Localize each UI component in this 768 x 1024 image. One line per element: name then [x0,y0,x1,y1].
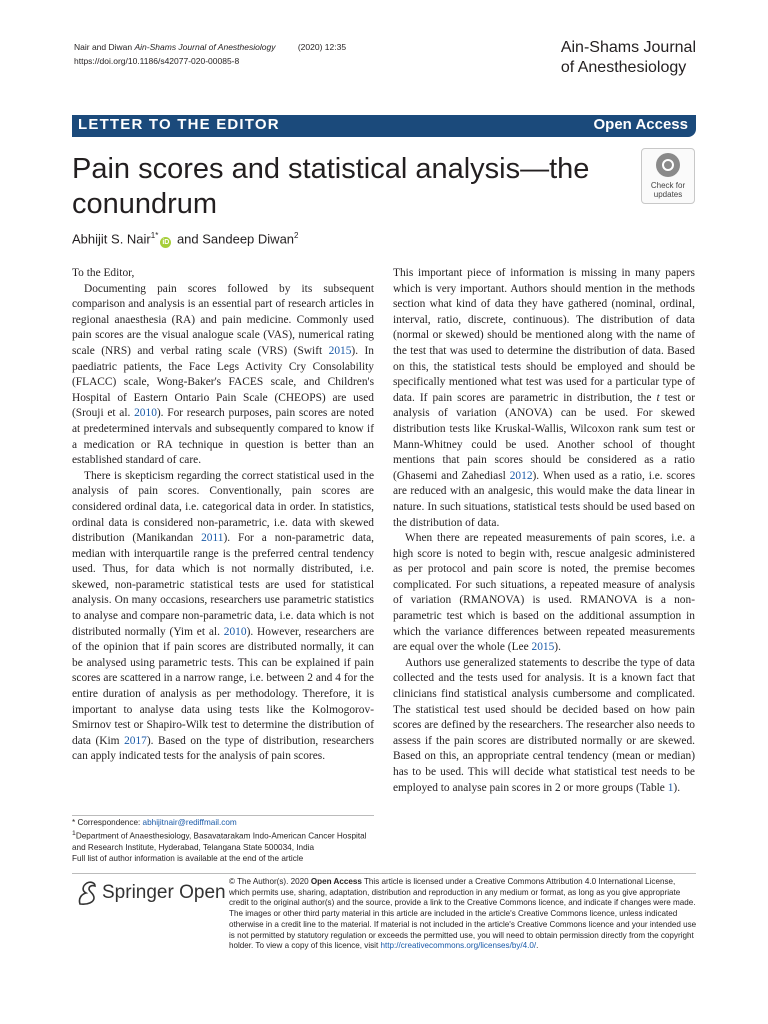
open-access-label: Open Access [593,116,688,133]
paragraph: This important piece of information is missing in many papers which is very important. Authors should mention in the methods section what kind of data they have gathered (nominal, ordinal, interval, ratio, discrete, continuous). The distribution of data (normal or skewed) should be mentioned along with the name of the test that was used to determine the distribution of data. Based on this, the statistical tests should be employed and should be specifically mentioned what test was used for a particular type of data. If pain scores are parametric in distribution, the t test or analysis of variation (ANOVA) can be used. For skewed distribution tests like Kruskal-Wallis, Wilcoxon rank sum test or Mann-Whitney could be used. Another school of thought mentions that pain scores should be considered as a ratio (Ghasemi and Zahediasl 2012). When used as a ratio, i.e. scores are reduced with an analgesic, this would make the data linear in nature. In such situations, statistical tests should be used based on the distribution of data. [393,267,696,529]
table-link[interactable]: 1 [667,781,674,794]
author-affiliation-marker: 1* [150,231,159,240]
paragraph: When there are repeated measurements of pain scores, i.e. a high score is noted to begin with, rescue analgesic administered as per protocol and pain score is noted, the premise becomes complicated. For such situations, a repeated measure of analysis of variation (RMANOVA) is used. RMANOVA is a non-parametric test which is based on the additional assumption in which the variance differences between repeated measurements are equal over the whole (Lee 2015). [393,532,695,654]
affiliation-marker: 1 [72,830,76,837]
check-for-updates-badge[interactable] [641,148,695,204]
license-link[interactable]: http://creativecommons.org/licenses/by/4.0/ [380,941,537,951]
body-column-right [393,266,695,796]
body-column-left [72,266,374,765]
journal-name-line1: Ain-Shams Journal [560,39,696,56]
license-text: © The Author(s). 2020 Open Access This article is licensed under a Creative Commons Attribution 4.0 International License, which permits use, sharing, adaptation, distribution and reproduction in any medium or format, as long as you give appropriate credit to the original author(s) and the source, provide a link to the Creative Commons licence, and indicate if changes were made. The images or other third party material in this article are included in the article's Creative Commons licence, unless indicated otherwise in a credit line to the material. If material is not included in the article's Creative Commons licence and your intended use is not permitted by statutory regulation or exceeds the permitted use, you will need to obtain permission directly from the copyright holder. To view a copy of this licence, visit http://creativecommons.org/licenses/by/4.0/. [229,877,697,951]
author-name: Abhijit S. Nair [72,231,151,247]
paragraph: There is skepticism regarding the correct statistical used in the analysis of pain scores. Conventionally, pain scores are considered ordinal data, i.e. categorical data in order. In statistics, ordinal data is considered non-parametric, i.e. data with skewed distribution (Manikandan 2011). For a non-parametric data, median with interquartile range is the preferred central tendency used. Thus, for data which is not normally distributed, i.e. skewed, non-parametric statistical tests are used for statistical analysis. On many occasions, researchers use parametric statistics to analyse and compare non-parametric data, i.e. data which is not distributed normally (Yim et al. 2010). However, researchers are of the opinion that if pain scores are distributed normally, it can be analysed using parametric tests. This can be explained if pain scores are scattered in a narrow range, i.e. between 2 and 4 for the entire duration of analysis as per methodology. Therefore, it is important to analyse data using tests like the Kolmogorov-Smirnov test or Shapiro-Wilk test to determine the distribution of data (Kim 2017). Based on the type of distribution, researchers can apply indicated tests for the analysis of pain scores. [72,469,374,763]
author-list [72,231,298,248]
orcid-icon[interactable]: iD [162,239,170,247]
citation-link[interactable]: 2015 [531,641,555,654]
running-volume: (2020) 12:35 [297,42,347,52]
badge-line1: Check for [650,181,686,190]
author-info-note: Full list of author information is available at the end of the article [72,853,304,863]
running-header [74,40,346,68]
citation-link[interactable]: 2010 [134,407,157,420]
citation-line [74,40,346,54]
paragraph: Documenting pain scores followed by its subsequent comparison and analysis is an essential part of research articles in regional anaesthesia (RA) and pain medicine. Commonly used pain scores are the visual analogue scale (VAS), numerical rating scale (NRS) and verbal rating scale (VRS) (Swift 2015). In paediatric patients, the Face Legs Activity Cry Consolability (FLACC) scale, Wong-Baker's FACES scale, and Children's Hospital of Eastern Ontario Pain Scale (CHEOPS) are used (Srouji et al. 2010). For research purposes, pain scores are noted at predetermined intervals and subsequently compared to know if a medication or RA technique in question is better than an established standard of care. [72,282,374,467]
author-joiner: and Sandeep Diwan [176,231,295,247]
springer-open-logo [76,878,226,908]
publisher-name: Springer [102,882,174,903]
citation-link[interactable]: 2015 [328,344,352,357]
running-authors: Nair and Diwan [74,42,133,52]
citation-link[interactable]: 2012 [509,469,533,482]
author-affiliation-marker: 2 [294,231,299,240]
salutation: To the Editor, [72,267,135,279]
journal-name [561,38,696,78]
article-type-banner [72,115,696,137]
paragraph: Authors use generalized statements to describe the type of data collected and the tests used for analysis. It is a known fact that clinicians find statistical analysis cumbersome and complicated. The statistical test used should be decided based on how pain scores are defined by the researchers. The researcher also needs to assess if the pain scores are distributed normally or are skewed. Based on this, an appropriate central tendency (mean or median) has to be used. This will decide what statistical test needs to be employed to analyse pain scores in 2 or more groups (Table 1). [393,656,695,794]
correspondence-label: * Correspondence: [72,818,143,827]
doi-link[interactable]: https://doi.org/10.1186/s42077-020-00085-8 [74,56,240,66]
article-type-label: LETTER TO THE EDITOR [78,116,280,133]
license-divider [72,873,696,874]
badge-line2: updates [653,190,683,199]
citation-link[interactable]: 2017 [124,734,147,747]
publisher-open: Open [179,882,226,903]
springer-horse-icon [76,880,98,906]
footnote-divider [72,815,374,816]
correspondence-email[interactable]: abhijitnair@rediffmail.com [142,818,237,827]
citation-link[interactable]: 2010 [223,625,247,638]
journal-name-line2: of Anesthesiology [560,59,687,76]
affiliation-text: Department of Anaesthesiology, Basavatarakam Indo-American Cancer Hospital and Research Institute, Hyderabad, Telangana State 500034, India [72,831,367,852]
citation-link[interactable]: 2011 [201,532,224,545]
footnote [72,817,374,864]
running-journal: Ain-Shams Journal of Anesthesiology [134,42,276,52]
article-title: Pain scores and statistical analysis—the conundrum [72,153,590,220]
crossmark-icon [656,153,680,177]
